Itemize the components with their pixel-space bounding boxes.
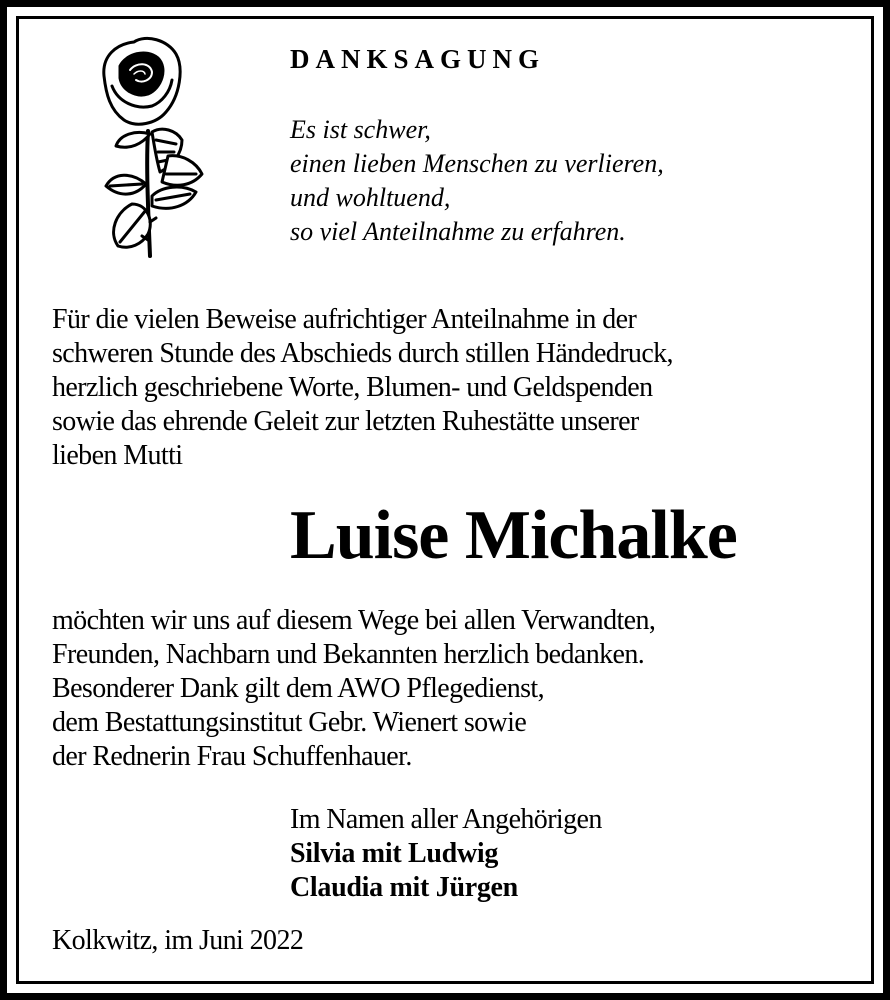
place-date: Kolkwitz, im Juni 2022 bbox=[52, 925, 304, 956]
paragraph-line: Besonderer Dank gilt dem AWO Pflegedienst, bbox=[52, 673, 544, 704]
paragraph-line: Freunden, Nachbarn und Bekannten herzlich bedanken. bbox=[52, 639, 645, 670]
paragraph-line: schweren Stunde des Abschieds durch stillen Händedruck, bbox=[52, 338, 673, 369]
deceased-name: Luise Michalke bbox=[290, 497, 737, 574]
paragraph-line: sowie das ehrende Geleit zur letzten Ruhestätte unserer bbox=[52, 406, 639, 437]
quote-line: einen lieben Menschen zu verlieren, bbox=[290, 149, 664, 178]
paragraph-line: dem Bestattungsinstitut Gebr. Wienert sowie bbox=[52, 707, 527, 738]
signature-block bbox=[290, 803, 602, 905]
quote-line: so viel Anteilnahme zu erfahren. bbox=[290, 217, 626, 246]
thanks-paragraph-2 bbox=[52, 604, 655, 774]
paragraph-line: herzlich geschriebene Worte, Blumen- und Geldspenden bbox=[52, 372, 653, 403]
page-title: DANKSAGUNG bbox=[290, 44, 546, 74]
quote bbox=[290, 113, 664, 249]
paragraph-line: der Rednerin Frau Schuffenhauer. bbox=[52, 741, 412, 772]
signature-name: Silvia mit Ludwig bbox=[290, 838, 499, 869]
quote-line: Es ist schwer, bbox=[290, 115, 431, 144]
paragraph-line: lieben Mutti bbox=[52, 440, 183, 471]
signature-name: Claudia mit Jürgen bbox=[290, 872, 518, 903]
quote-line: und wohltuend, bbox=[290, 183, 451, 212]
paragraph-line: Für die vielen Beweise aufrichtiger Anteilnahme in der bbox=[52, 304, 637, 335]
paragraph-line: möchten wir uns auf diesem Wege bei allen Verwandten, bbox=[52, 605, 656, 636]
signature-intro: Im Namen aller Angehörigen bbox=[290, 804, 602, 835]
rose-icon bbox=[96, 36, 216, 261]
thanks-paragraph-1 bbox=[52, 303, 673, 473]
